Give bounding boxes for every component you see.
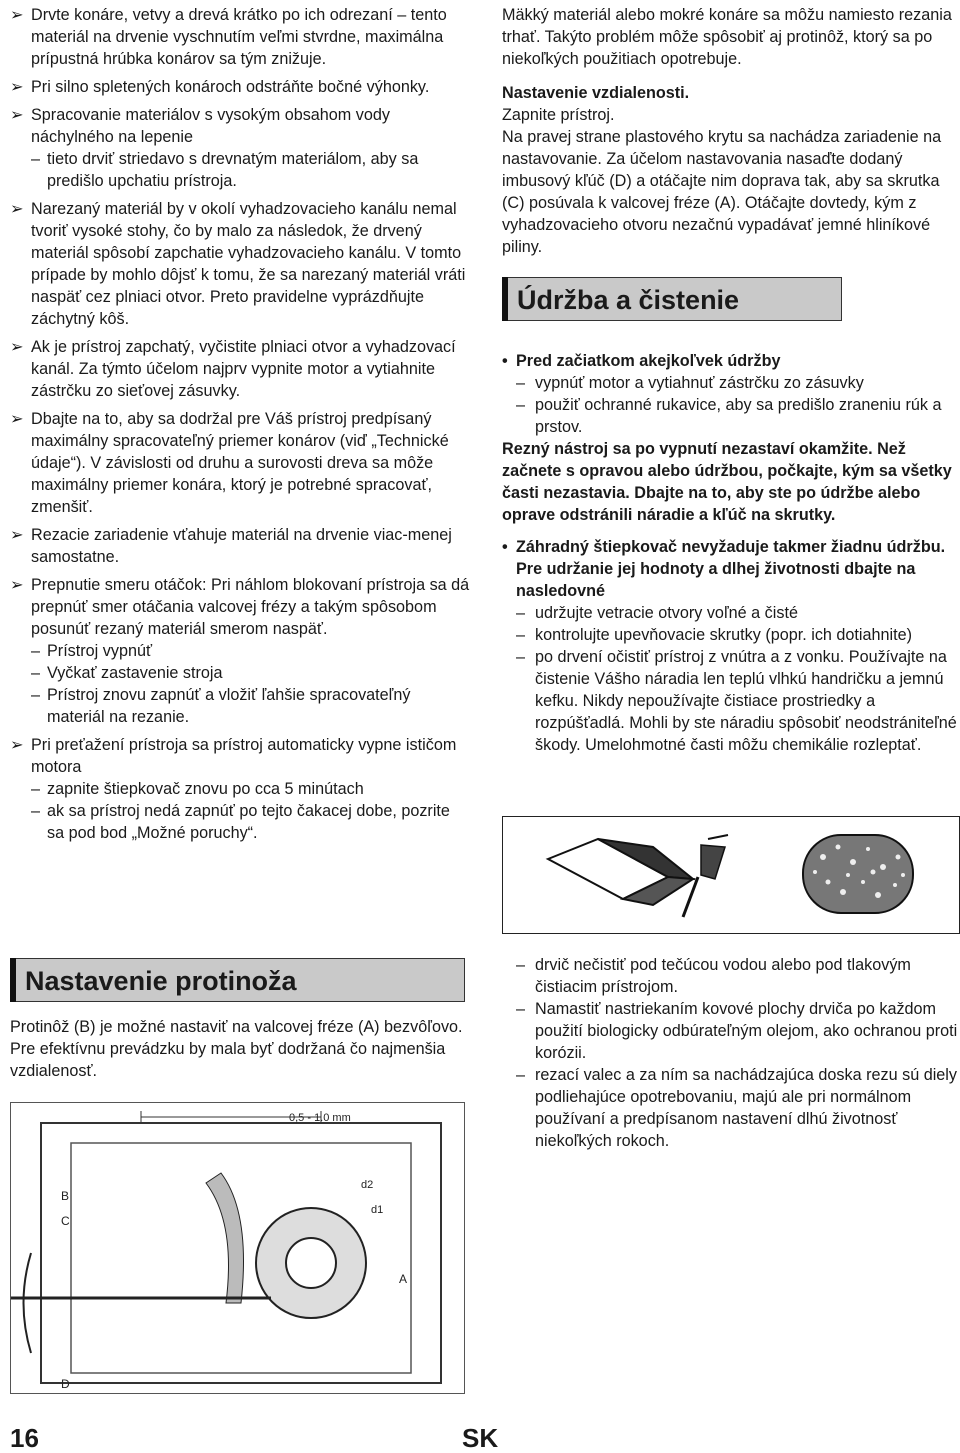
- protinoz-heading: Nastavenie protinoža: [10, 958, 465, 1002]
- tools-drawing: [503, 817, 958, 932]
- list-item: [10, 734, 470, 844]
- sub-item-text: Prístroj vypnúť: [47, 642, 153, 660]
- left-column: [10, 4, 470, 850]
- arrow-bullet-icon: ➢: [10, 6, 24, 24]
- list-item: [10, 198, 470, 330]
- label-a: A: [399, 1272, 408, 1286]
- right-column: [502, 4, 960, 756]
- bullet-dot-icon: •: [502, 538, 508, 556]
- sub-item: – použiť ochranné rukavice, aby sa predišlo zraneniu rúk a prstov.: [516, 396, 942, 436]
- page-number: 16: [10, 1423, 39, 1453]
- list-item: [10, 524, 470, 568]
- diagram-drawing: [11, 1103, 464, 1393]
- list-item: [10, 104, 470, 192]
- bullet-item: [502, 536, 960, 602]
- arrow-bullet-icon: ➢: [10, 200, 24, 218]
- sub-item-text: drvič nečistiť pod tečúcou vodou alebo pod tlakovým čistiacim prístrojom.: [535, 956, 911, 996]
- sub-item-text: Namastiť nastriekaním kovové plochy drviča po každom použití biologicky odbúrateľným olejom, ako ochranou proti korózii.: [535, 1000, 958, 1062]
- sub-item: – po drvení očistiť prístroj z vnútra a z vonku. Používajte na čistenie Vášho náradia len teplú vlhkú handričku a jemnú kefku. Nikdy nepoužívajte čistiace prostriedky a rozpúšťadlá. Mohli by ste náradiu spôsobiť neodstrániteľné škody. Umelohmotné časti môžu chemikálie rozleptať.: [516, 648, 957, 754]
- adjustment-diagram: [10, 1102, 465, 1394]
- language-code: SK: [462, 1423, 499, 1453]
- distance-line: Na pravej strane plastového krytu sa nachádza zariadenie na nastavovanie. Za účelom nastavovania nasaďte dodaný imbusový kľúč (D) a otáčajte nim doprava tak, aby sa skrutka (C) posúvala k valcovej fréze (A). Otáčajte dovtedy, kým z vyhadzovacieho otvoru nezačnú vypadávať jemné hliníkové piliny.: [502, 128, 942, 256]
- bullet-text: Pred začiatkom akejkoľvek údržby: [516, 352, 781, 370]
- bullet-dot-icon: •: [502, 352, 508, 370]
- sub-item-text: vypnúť motor a vytiahnuť zástrčku zo zásuvky: [535, 374, 864, 392]
- distance-title: Nastavenie vzdialenosti.: [502, 84, 690, 102]
- sub-item: – kontrolujte upevňovacie skrutky (popr. ich dotiahnite): [516, 626, 913, 644]
- sub-item-text: zapnite štiepkovač znovu po cca 5 minútach: [47, 780, 364, 798]
- sub-item: – ak sa prístroj nedá zapnúť po tejto čakacej dobe, pozrite sa pod bod „Možné poruchy“.: [31, 802, 450, 842]
- sponge-icon: [803, 835, 913, 913]
- arrow-bullet-icon: ➢: [10, 736, 24, 754]
- label-d2: d2: [361, 1179, 374, 1191]
- label-d1: d1: [371, 1204, 384, 1216]
- label-c: C: [61, 1214, 70, 1228]
- item-text: Dbajte na to, aby sa dodržal pre Váš prístroj predpísaný maximálny spracovateľný priemer konárov (viď „Technické údaje“). V závislosti od druhu a surovosti dreva sa môže maximálny priemer konára, ktorý je potrebné spracovať, zmenšiť.: [31, 410, 449, 516]
- label-b: B: [61, 1189, 70, 1203]
- list-item: [10, 4, 470, 70]
- arrow-bullet-icon: ➢: [10, 526, 24, 544]
- right-column-lower: [502, 954, 960, 1152]
- sub-item-text: ak sa prístroj nedá zapnúť po tejto čakacej dobe, pozrite sa pod bod „Možné poruchy“.: [47, 802, 450, 842]
- item-text: Pri preťažení prístroja sa prístroj automaticky vypne ističom motora: [31, 736, 457, 776]
- list-item: [10, 408, 470, 518]
- sub-item: – tieto drviť striedavo s drevnatým materiálom, aby sa predišlo upchatiu prístroja.: [31, 150, 419, 190]
- item-text: Spracovanie materiálov s vysokým obsahom vody náchylného na lepenie: [31, 106, 390, 146]
- brush-icon: [548, 839, 693, 905]
- arrow-bullet-icon: ➢: [10, 410, 24, 428]
- maintenance-heading: Údržba a čistenie: [502, 277, 842, 321]
- intro-paragraph: Mäkký materiál alebo mokré konáre sa môžu namiesto rezania trhať. Takýto problém môže spôsobiť aj protinôž, ktorý sa po niekoľkých použitiach opotrebuje.: [502, 6, 952, 68]
- arrow-bullet-icon: ➢: [10, 338, 24, 356]
- arrow-bullet-icon: ➢: [10, 78, 24, 96]
- sub-item: – Vyčkať zastavenie stroja: [31, 664, 223, 682]
- item-text: Pri silno spletených konároch odstráňte bočné výhonky.: [31, 78, 430, 96]
- bullet-text: Záhradný štiepkovač nevyžaduje takmer žiadnu údržbu. Pre udržanie jej hodnoty a dlhej životnosti dbajte na nasledovné: [516, 538, 946, 600]
- sub-item: – rezací valec a za ním sa nachádzajúca doska rezu sú diely podliehajúce opotrebovaniu, majú ale pri normálnom používaní a predpísanom nastavení dlhú životnosť niekoľkých rokoch.: [516, 1066, 957, 1150]
- sub-item: – Prístroj znovu zapnúť a vložiť ľahšie spracovateľný materiál na rezanie.: [31, 686, 411, 726]
- sub-item: – vypnúť motor a vytiahnuť zástrčku zo zásuvky: [516, 374, 864, 392]
- label-d: D: [61, 1377, 70, 1391]
- list-item: [10, 76, 470, 98]
- measure-label: 0,5 - 1.0 mm: [289, 1112, 351, 1124]
- sub-item-text: tieto drviť striedavo s drevnatým materiálom, aby sa predišlo upchatiu prístroja.: [47, 150, 419, 190]
- sub-item: – udržujte vetracie otvory voľné a čisté: [516, 604, 798, 622]
- sub-item-text: Vyčkať zastavenie stroja: [47, 664, 223, 682]
- sub-item-text: po drvení očistiť prístroj z vnútra a z vonku. Používajte na čistenie Vášho náradia len teplú vlhkú handričku a jemnú kefku. Nikdy nepoužívajte čistiace prostriedky a rozpúšťadlá. Mohli by ste náradiu spôsobiť neodstrániteľné škody. Umelohmotné časti môžu chemikálie rozleptať.: [535, 648, 957, 754]
- bullet-item: [502, 350, 960, 372]
- item-text: Ak je prístroj zapchatý, vyčistite plniaci otvor a vyhadzovací kanál. Za týmto účelom najprv vypnite motor a vytiahnite zástrčku zo sieťovej zásuvky.: [31, 338, 456, 400]
- item-text: Narezaný materiál by v okolí vyhadzovacieho kanálu nemal tvoriť vysoké stohy, čo by malo za následok, že drvený materiál spôsobí zapchatie vyhadzovacieho kanálu. V tomto prípade by mohlo dôjsť k tomu, že sa narezaný materiál vráti naspäť cez plniaci otvor. Preto pravidelne vyprázdňujte záchytný kôš.: [31, 200, 466, 328]
- sub-item-text: udržujte vetracie otvory voľné a čisté: [535, 604, 798, 622]
- distance-line: Zapnite prístroj.: [502, 106, 615, 124]
- item-text: Prepnutie smeru otáčok: Pri náhlom blokovaní prístroja sa dá prepnúť smer otáčania valcovej frézy a takým spôsobom posunúť rezaný materiál smerom naspäť.: [31, 576, 470, 638]
- sub-item-text: Prístroj znovu zapnúť a vložiť ľahšie spracovateľný materiál na rezanie.: [47, 686, 411, 726]
- protinoz-text: Protinôž (B) je možné nastaviť na valcovej fréze (A) bezvôľovo. Pre efektívnu prevádzku by mala byť dodržaná čo najmenšia vzdialenosť.: [10, 1018, 463, 1080]
- sub-item-text: rezací valec a za ním sa nachádzajúca doska rezu sú diely podliehajúce opotrebovaniu, majú ale pri normálnom používaní a predpísanom nastavení dlhú životnosť niekoľkých rokoch.: [535, 1066, 957, 1150]
- sub-item-text: použiť ochranné rukavice, aby sa predišlo zraneniu rúk a prstov.: [535, 396, 942, 436]
- sub-item: – Prístroj vypnúť: [31, 642, 153, 660]
- tools-illustration: [502, 816, 960, 934]
- sub-item: – drvič nečistiť pod tečúcou vodou alebo pod tlakovým čistiacim prístrojom.: [516, 956, 911, 996]
- arrow-bullet-icon: ➢: [10, 106, 24, 124]
- list-item: [10, 336, 470, 402]
- sub-item: – Namastiť nastriekaním kovové plochy drviča po každom použití biologicky odbúrateľným olejom, ako ochranou proti korózii.: [516, 1000, 958, 1062]
- sub-item: – zapnite štiepkovač znovu po cca 5 minútach: [31, 780, 364, 798]
- item-text: Drvte konáre, vetvy a drevá krátko po ich odrezaní – tento materiál na drvenie vyschnutím veľmi stvrdne, maximálna prípustná hrúbka konárov sa tým znižuje.: [31, 6, 447, 68]
- arrow-bullet-icon: ➢: [10, 576, 24, 594]
- sub-item-text: kontrolujte upevňovacie skrutky (popr. ich dotiahnite): [535, 626, 913, 644]
- warning-text: Rezný nástroj sa po vypnutí nezastaví okamžite. Než začnete s opravou alebo údržbou, počkajte, kým sa všetky časti nezastavia. Dbajte na to, aby ste po údržbe alebo oprave odstránili náradie a kľúč na skrutky.: [502, 440, 952, 524]
- list-item: [10, 574, 470, 728]
- item-text: Rezacie zariadenie vťahuje materiál na drvenie viac-menej samostatne.: [31, 526, 452, 566]
